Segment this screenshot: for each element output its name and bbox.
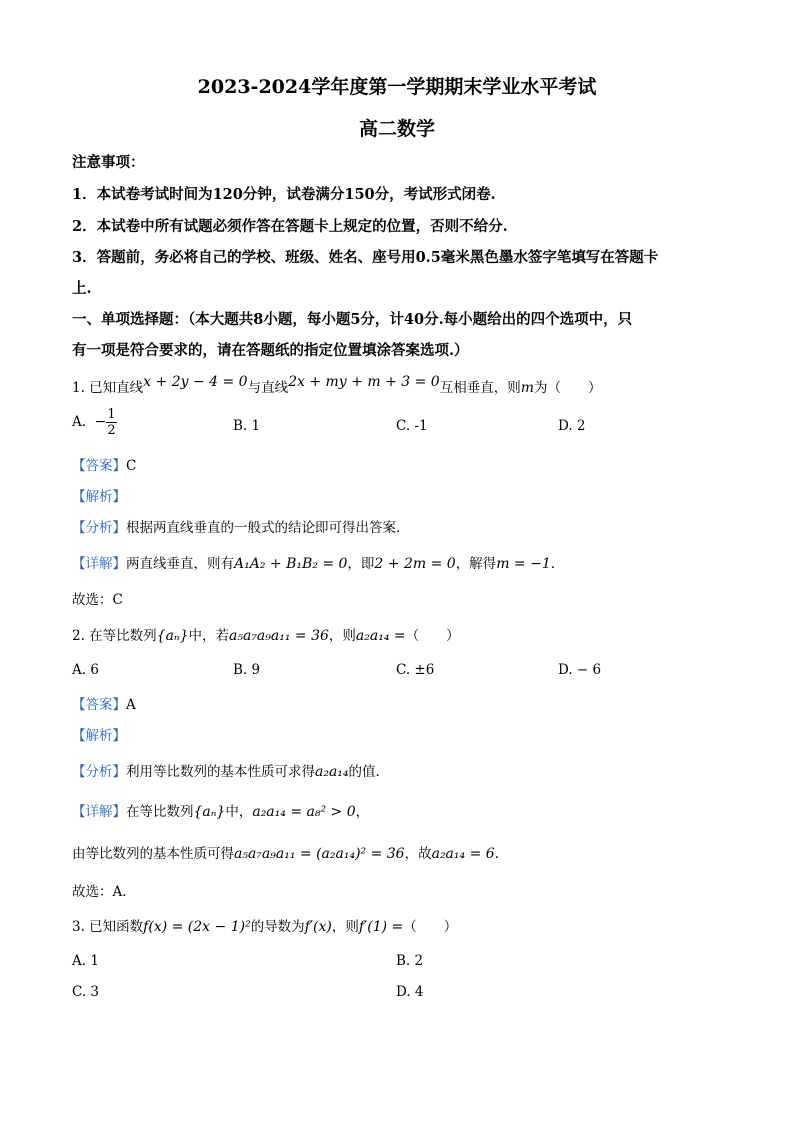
question-1-stem	[72, 376, 601, 396]
q1-detail-eq1: A₁A₂ + B₁B₂ = 0	[234, 556, 348, 572]
q1-answer-label: 【答案】	[72, 458, 126, 474]
q2-cond: a₅a₇a₉a₁₁ = 36	[229, 628, 329, 644]
q2-derivation	[72, 842, 499, 862]
q1-option-c: C. -1	[396, 418, 428, 434]
q1-answer	[72, 454, 136, 474]
q1-detail-pre: 两直线垂直，则有	[126, 556, 234, 572]
q1-fenxi	[72, 516, 400, 536]
q1-fenxi-label: 【分析】	[72, 520, 126, 536]
q2-answer-value: A	[126, 697, 136, 713]
q1-line1-eq: x + 2y − 4 = 0	[143, 374, 248, 390]
section-heading-line1: 一、单项选择题：（本大题共8小题，每小题5分，计40分.每小题给出的四个选项中，只	[72, 311, 633, 328]
q2-lead: 2. 在等比数列	[72, 628, 157, 644]
q1-detail-label: 【详解】	[72, 556, 126, 572]
q1-detail-mid2: ，解得	[455, 556, 497, 572]
q2-answer-label: 【答案】	[72, 697, 126, 713]
q3-func: f(x) = (2x − 1)²	[143, 919, 251, 935]
q2-detail-pre: 在等比数列	[126, 804, 194, 820]
q2-detail-mid: 中，	[225, 804, 253, 820]
section-heading-line2: 有一项是符合要求的，请在答题纸的指定位置填涂答案选项.）	[72, 342, 469, 359]
notice-item-2: 2．本试卷中所有试题必须作答在答题卡上规定的位置，否则不给分.	[72, 218, 508, 235]
q2-target: a₂a₁₄ =	[355, 628, 406, 644]
q3-mid2: ，则	[331, 919, 359, 935]
exam-subtitle: 高二数学	[358, 118, 435, 140]
exam-title: 2023-2024学年度第一学期期末学业水平考试	[197, 76, 597, 98]
q2-option-a: A. 6	[72, 662, 99, 678]
q3-option-d: D. 4	[396, 984, 424, 1000]
q1-detail-eq3: m = −1.	[496, 556, 556, 572]
question-2-stem	[72, 624, 460, 644]
q3-deriv: f′(x)	[304, 919, 332, 935]
q1-analysis-label: 【解析】	[72, 489, 126, 505]
q3-option-a: A. 1	[72, 953, 99, 969]
q2-detail	[72, 800, 369, 820]
q1-detail	[72, 552, 555, 572]
q1-tail: 互相垂直，则	[439, 380, 521, 396]
q1-option-b: B. 1	[233, 418, 261, 434]
notice-item-3-cont: 上.	[72, 280, 92, 297]
q2-fenxi-post: 的值.	[348, 764, 380, 780]
q1-option-d: D. 2	[558, 418, 586, 434]
q3-lead: 3. 已知函数	[72, 919, 144, 935]
q2-mid2: ，则	[328, 628, 356, 644]
q2-derivation-eq: a₅a₇a₉a₁₁ = (a₂a₁₄)² = 36	[234, 846, 405, 862]
q3-end: （ ）	[403, 919, 458, 935]
q3-option-c: C. 3	[72, 984, 100, 1000]
q1-option-a	[72, 407, 117, 438]
q2-option-b: B. 9	[233, 662, 261, 678]
notice-item-3: 3．答题前，务必将自己的学校、班级、姓名、座号用0.5毫米黑色墨水签字笔填写在答题卡	[72, 249, 659, 266]
q1-choose: 故选：C	[72, 592, 123, 608]
q2-choose: 故选：A.	[72, 884, 127, 900]
question-3-stem	[72, 915, 457, 935]
q2-derivation-mid: ，故	[404, 846, 432, 862]
q1-answer-value: C	[126, 458, 137, 474]
q1-option-a-label: A.	[72, 414, 87, 430]
q2-fenxi-expr: a₂a₁₄	[315, 764, 349, 780]
q1-fenxi-text: 根据两直线垂直的一般式的结论即可得出答案.	[126, 520, 401, 536]
q1-mid: 与直线	[247, 380, 289, 396]
q2-fenxi-pre: 利用等比数列的基本性质可求得	[126, 764, 315, 780]
q1-option-a-sign: −	[94, 414, 107, 430]
q2-mid: 中，若	[188, 628, 230, 644]
q3-target: f′(1) =	[358, 919, 404, 935]
q2-derivation-pre: 由等比数列的基本性质可得	[72, 846, 234, 862]
q2-detail-seq: {aₙ}	[193, 804, 226, 820]
q1-option-a-numerator: 1	[107, 407, 116, 422]
q2-detail-end: ，	[355, 804, 370, 820]
q1-end: 为（ ）	[533, 380, 602, 396]
q2-fenxi	[72, 760, 380, 780]
q2-end: （ ）	[405, 628, 460, 644]
q1-var: m	[520, 380, 534, 396]
q1-detail-eq2: 2 + 2m = 0	[374, 556, 456, 572]
q2-option-d: D. − 6	[558, 662, 602, 678]
q1-line2-eq: 2x + my + m + 3 = 0	[288, 374, 440, 390]
q1-option-a-fraction	[106, 407, 116, 438]
q2-fenxi-label: 【分析】	[72, 764, 126, 780]
q2-option-c: C. ±6	[396, 662, 435, 678]
notice-item-1: 1．本试卷考试时间为120分钟，试卷满分150分，考试形式闭卷.	[72, 186, 496, 203]
notice-heading: 注意事项：	[72, 154, 145, 171]
q2-analysis-label: 【解析】	[72, 728, 126, 744]
q3-option-b: B. 2	[396, 953, 424, 969]
q1-lead: 1. 已知直线	[72, 380, 144, 396]
q2-detail-eq: a₂a₁₄ = a₈² > 0	[252, 804, 356, 820]
q2-derivation-result: a₂a₁₄ = 6.	[431, 846, 500, 862]
q3-mid: 的导数为	[250, 919, 305, 935]
q1-detail-mid: ，即	[347, 556, 375, 572]
q2-seq: {aₙ}	[156, 628, 189, 644]
q2-answer	[72, 693, 136, 713]
q2-detail-label: 【详解】	[72, 804, 126, 820]
q1-option-a-denominator: 2	[107, 423, 116, 438]
